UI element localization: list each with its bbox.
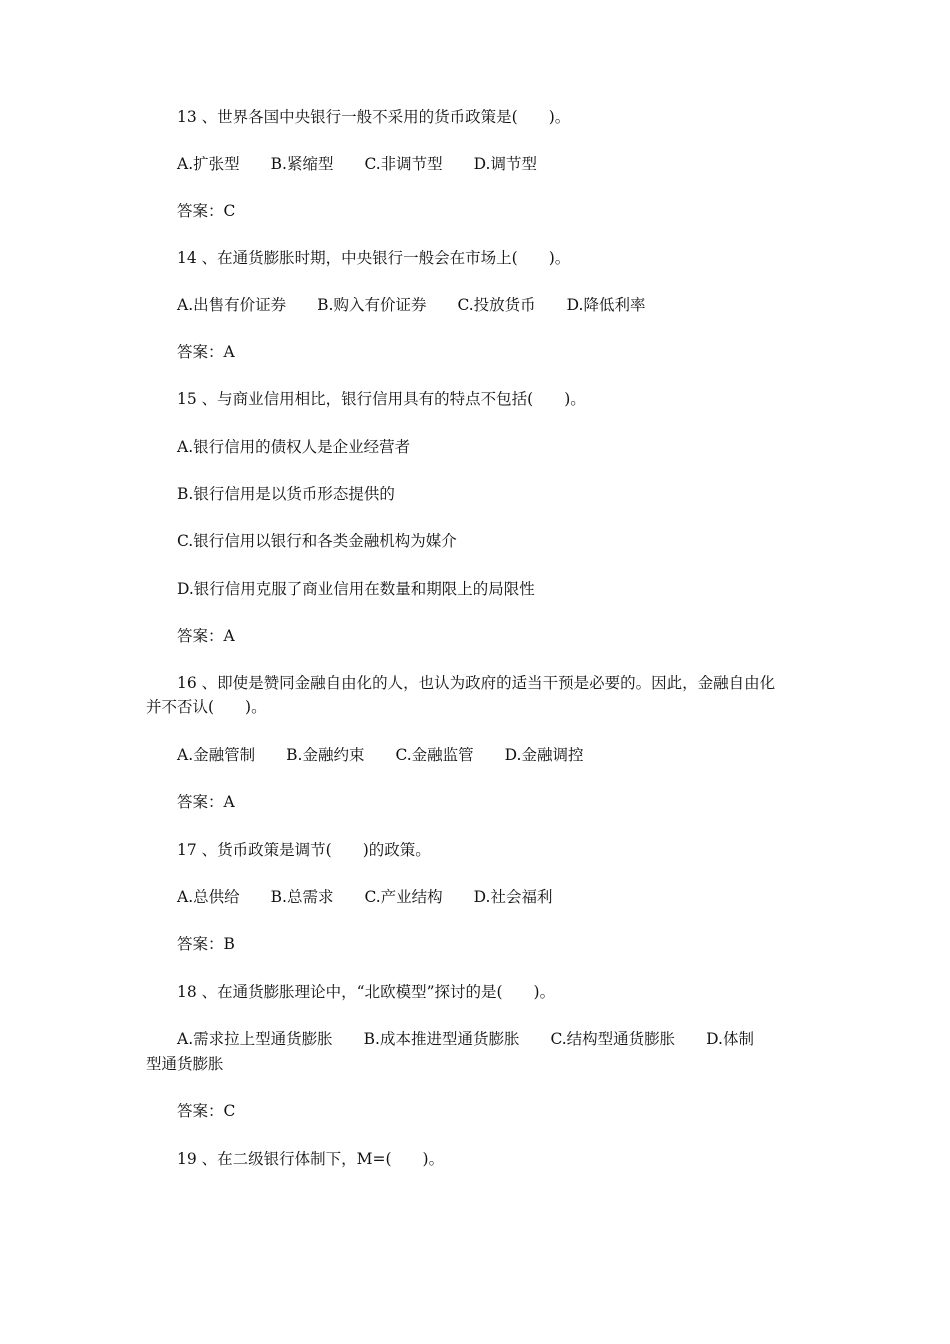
question-16-options: A.金融管制 B.金融约束 C.金融监管 D.金融调控 xyxy=(177,746,584,764)
question-16-answer: 答案：A xyxy=(177,793,235,811)
question-14-answer: 答案：A xyxy=(177,343,235,361)
question-14-options: A.出售有价证券 B.购入有价证券 C.投放货币 D.降低利率 xyxy=(177,296,646,314)
question-15-answer: 答案：A xyxy=(177,627,235,645)
question-14: 14 、在通货膨胀时期，中央银行一般会在市场上( )。 xyxy=(177,249,571,267)
question-17: 17 、货币政策是调节( )的政策。 xyxy=(177,841,431,859)
question-17-answer: 答案：B xyxy=(177,935,235,953)
question-16-line-1: 16 、即使是赞同金融自由化的人，也认为政府的适当干预是必要的。因此，金融自由化 xyxy=(177,674,776,692)
question-18: 18 、在通货膨胀理论中，“北欧模型”探讨的是( )。 xyxy=(177,983,556,1001)
question-13-answer: 答案：C xyxy=(177,202,236,220)
question-17-options: A.总供给 B.总需求 C.产业结构 D.社会福利 xyxy=(177,888,553,906)
question-15-option-a: A.银行信用的债权人是企业经营者 xyxy=(177,438,411,456)
question-19: 19 、在二级银行体制下，M=( )。 xyxy=(177,1150,445,1168)
question-15: 15 、与商业信用相比，银行信用具有的特点不包括( )。 xyxy=(177,390,586,408)
question-13: 13 、世界各国中央银行一般不采用的货币政策是( )。 xyxy=(177,108,571,126)
question-15-option-c: C.银行信用以银行和各类金融机构为媒介 xyxy=(177,532,457,550)
question-13-options: A.扩张型 B.紧缩型 C.非调节型 D.调节型 xyxy=(177,155,537,173)
question-18-options-line-1: A.需求拉上型通货膨胀 B.成本推进型通货膨胀 C.结构型通货膨胀 D.体制 xyxy=(177,1030,754,1048)
question-18-options-line-2: 型通货膨胀 xyxy=(146,1055,224,1073)
question-16-line-2: 并不否认( )。 xyxy=(146,698,267,716)
question-18-answer: 答案：C xyxy=(177,1102,236,1120)
question-15-option-d: D.银行信用克服了商业信用在数量和期限上的局限性 xyxy=(177,580,535,598)
question-15-option-b: B.银行信用是以货币形态提供的 xyxy=(177,485,395,503)
